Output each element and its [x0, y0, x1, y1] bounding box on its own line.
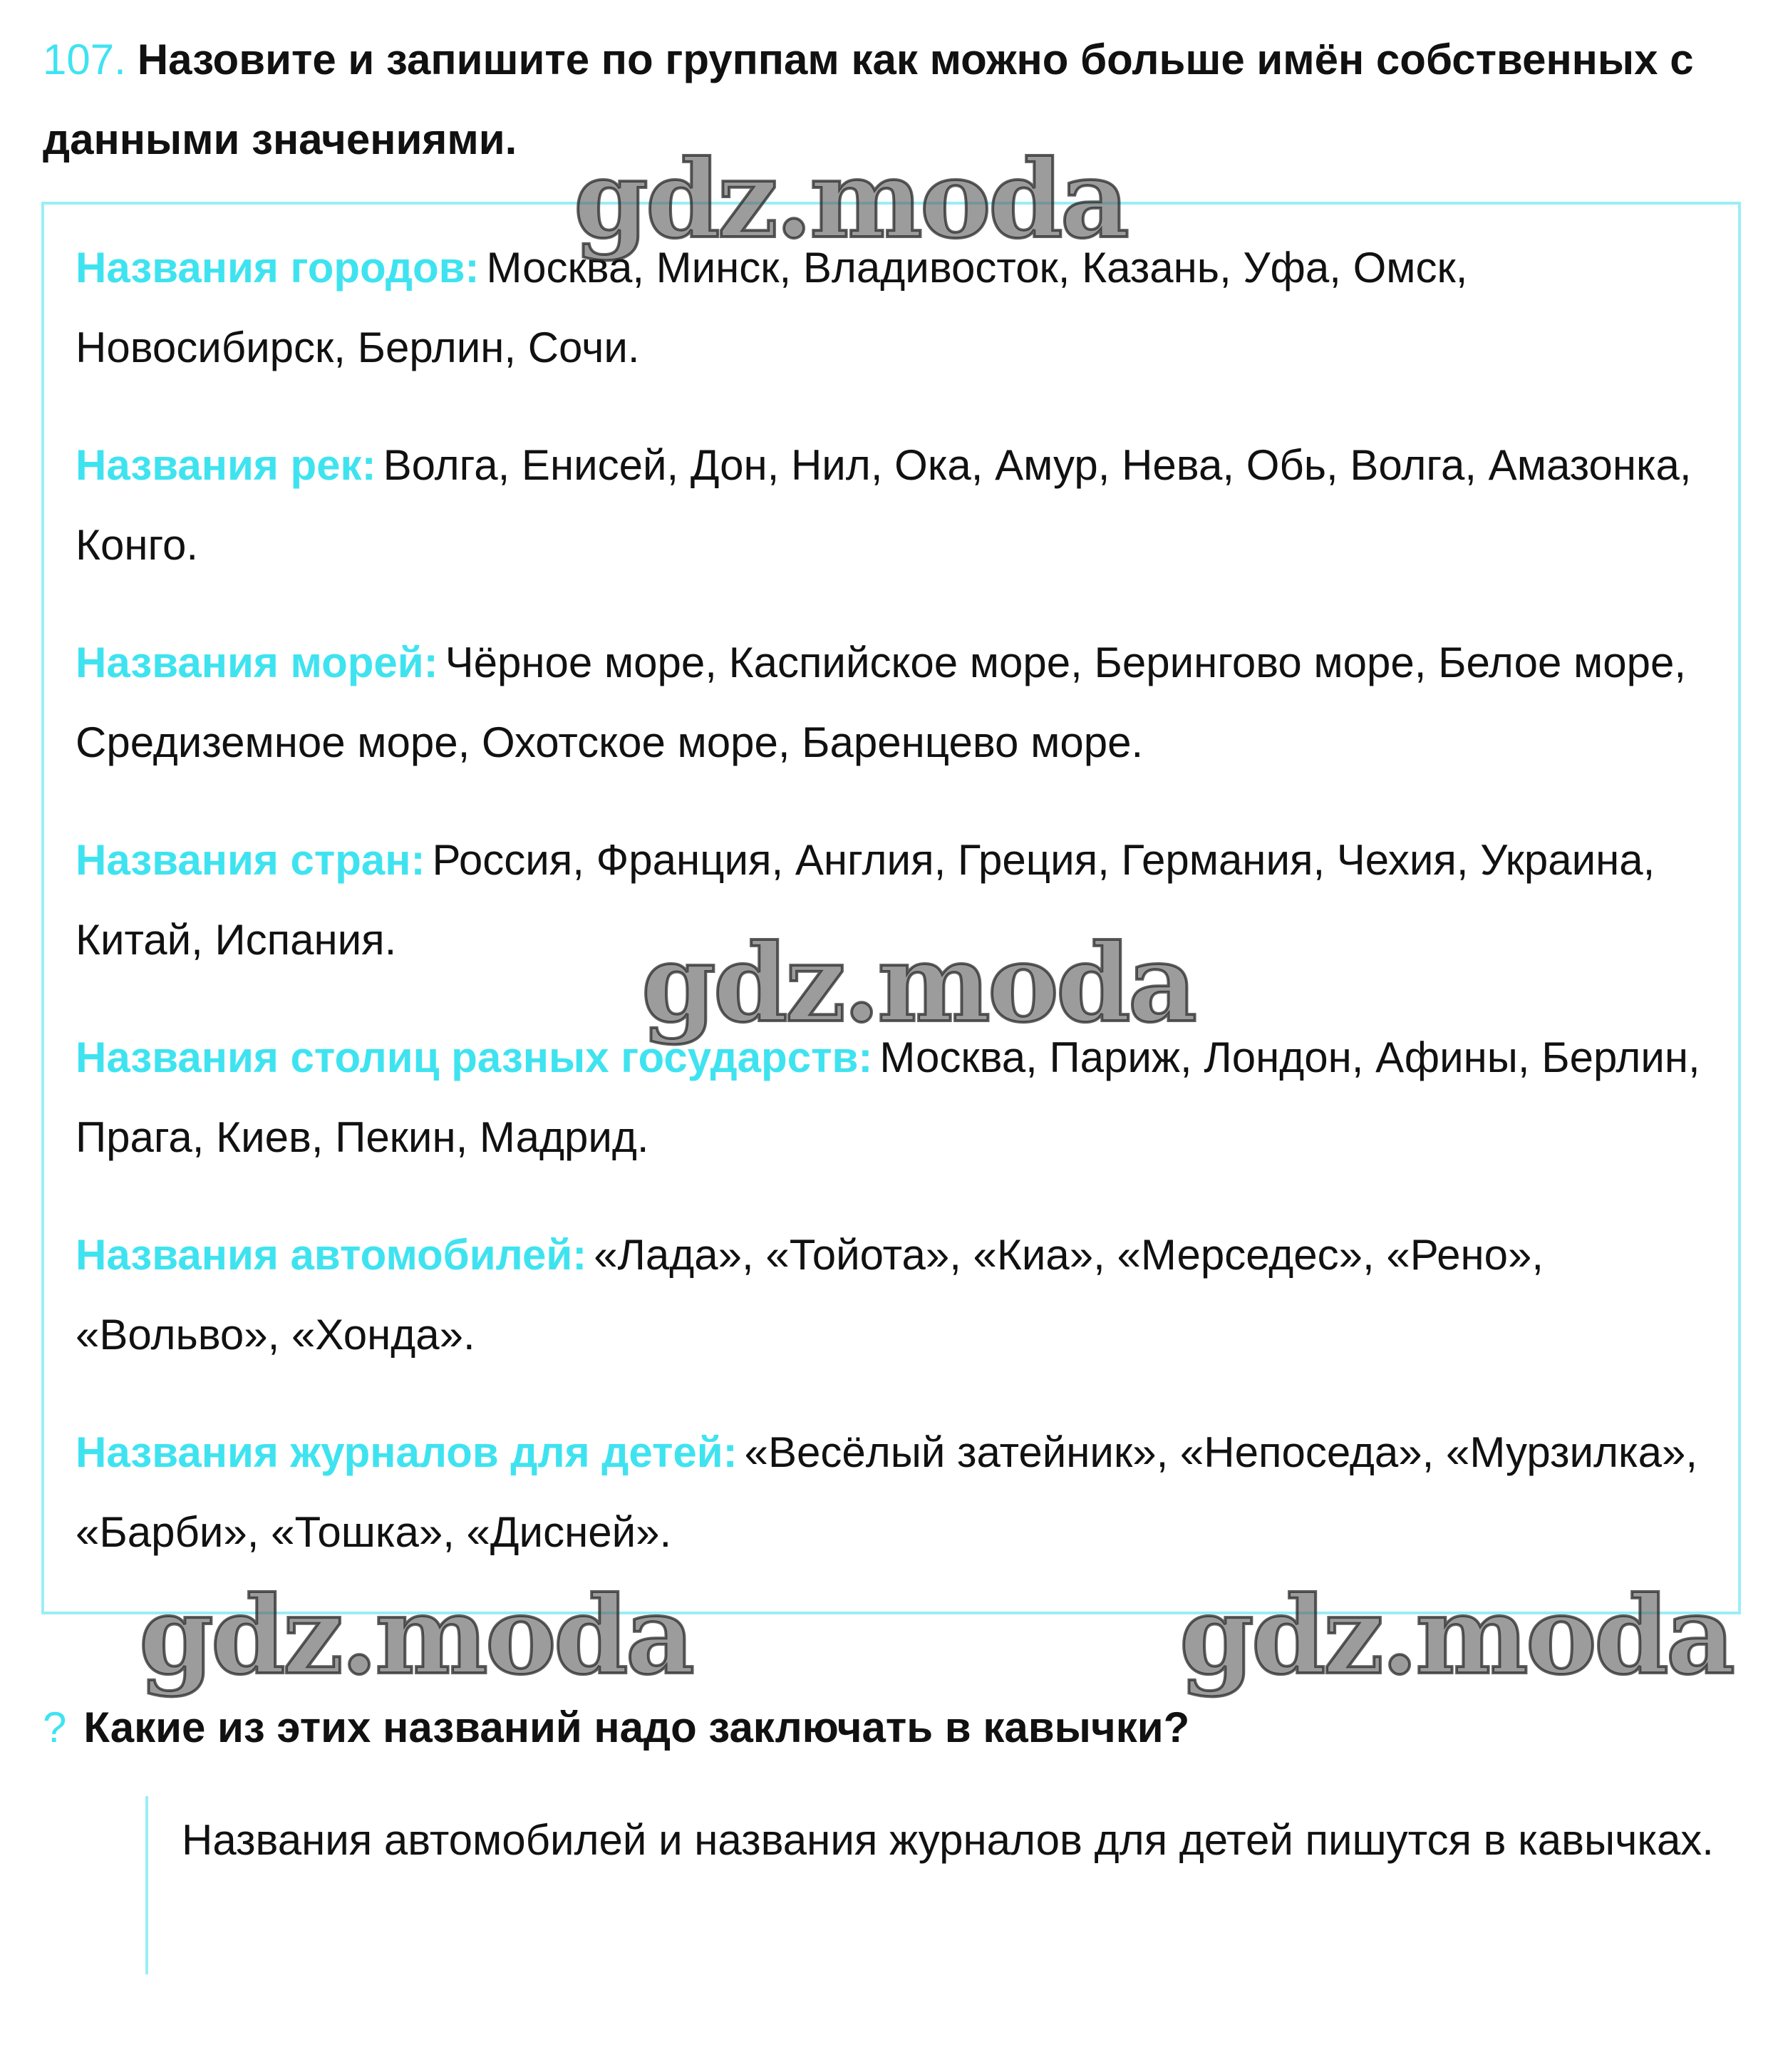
- group-text: «Весёлый затейник», «Непоседа», «Мурзилка», «Барби», «Тошка», «Дисней».: [76, 1428, 1698, 1556]
- group-label: Названия стран:: [76, 836, 425, 884]
- group-cars: [76, 1215, 1743, 1375]
- task-number: 107.: [43, 36, 126, 83]
- group-cities: [76, 228, 1743, 388]
- group-text: Волга, Енисей, Дон, Нил, Ока, Амур, Нева, Обь, Волга, Амазонка, Конго.: [76, 441, 1692, 569]
- watermark: gdz.moda: [1179, 1573, 1733, 1699]
- group-label: Названия автомобилей:: [76, 1231, 587, 1279]
- watermark: gdz.moda: [641, 921, 1195, 1046]
- group-label: Названия столиц разных государств:: [76, 1034, 873, 1081]
- group-seas: [76, 623, 1743, 783]
- watermark: gdz.moda: [139, 1573, 693, 1699]
- group-countries: [76, 820, 1743, 980]
- group-rivers: [76, 426, 1743, 585]
- group-text: Москва, Минск, Владивосток, Казань, Уфа, Омск, Новосибирск, Берлин, Сочи.: [76, 244, 1468, 371]
- question-mark-icon: ?: [43, 1704, 67, 1751]
- group-text: Москва, Париж, Лондон, Афины, Берлин, Прага, Киев, Пекин, Мадрид.: [76, 1034, 1700, 1161]
- group-label: Названия морей:: [76, 639, 438, 686]
- reply-text: Названия автомобилей и названия журналов для детей пишутся в кавычках.: [182, 1816, 1714, 1864]
- group-text: Чёрное море, Каспийское море, Берингово море, Белое море, Средиземное море, Охотское море, Баренцево море.: [76, 639, 1687, 766]
- reply-accent-bar: [145, 1796, 148, 1974]
- group-label: Названия журналов для детей:: [76, 1428, 738, 1476]
- group-text: Россия, Франция, Англия, Греция, Германия, Чехия, Украина, Китай, Испания.: [76, 836, 1655, 964]
- group-magazines: [76, 1413, 1743, 1572]
- task-text: Назовите и запишите по группам как можно больше имён собственных с данными значениями.: [43, 36, 1694, 163]
- group-capitals: [76, 1018, 1743, 1177]
- group-text: «Лада», «Тойота», «Киа», «Мерседес», «Рено», «Вольво», «Хонда».: [76, 1231, 1544, 1359]
- question: [43, 1688, 1739, 1768]
- group-label: Названия рек:: [76, 441, 376, 489]
- group-label: Названия городов:: [76, 244, 480, 292]
- question-text: Какие из этих названий надо заключать в кавычки?: [83, 1704, 1190, 1751]
- watermark: gdz.moda: [574, 137, 1127, 262]
- task-statement: [43, 20, 1739, 180]
